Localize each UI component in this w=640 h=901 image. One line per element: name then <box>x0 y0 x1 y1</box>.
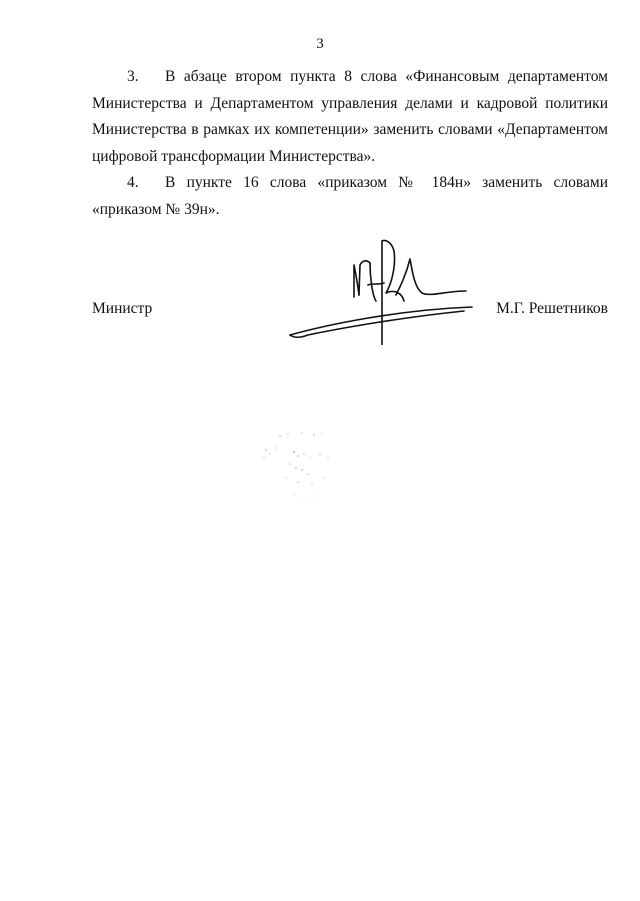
paragraph-number: 4. <box>127 174 139 191</box>
paragraph-item-4 <box>92 170 608 223</box>
paragraph-text: В абзаце втором пункта 8 слова «Финансовым департаментом Министерства и Департаментом управления делами и кадровой политики Министерства в рамках их компетенции» заменить словами «Департаментом цифровой трансформации Министерства». <box>92 68 608 165</box>
paragraph-text: В пункте 16 слова «приказом № 184н» заменить словами «приказом № 39н». <box>92 174 608 218</box>
stamp-ghost-image <box>258 428 340 506</box>
page-number: 3 <box>316 36 324 52</box>
paragraph-item-3 <box>92 64 608 170</box>
signatory-name: М.Г. Решетников <box>496 300 608 317</box>
signatory-title: Министр <box>92 300 153 317</box>
handwritten-signature <box>286 235 476 345</box>
document-body <box>92 64 608 223</box>
paragraph-number: 3. <box>127 68 139 85</box>
